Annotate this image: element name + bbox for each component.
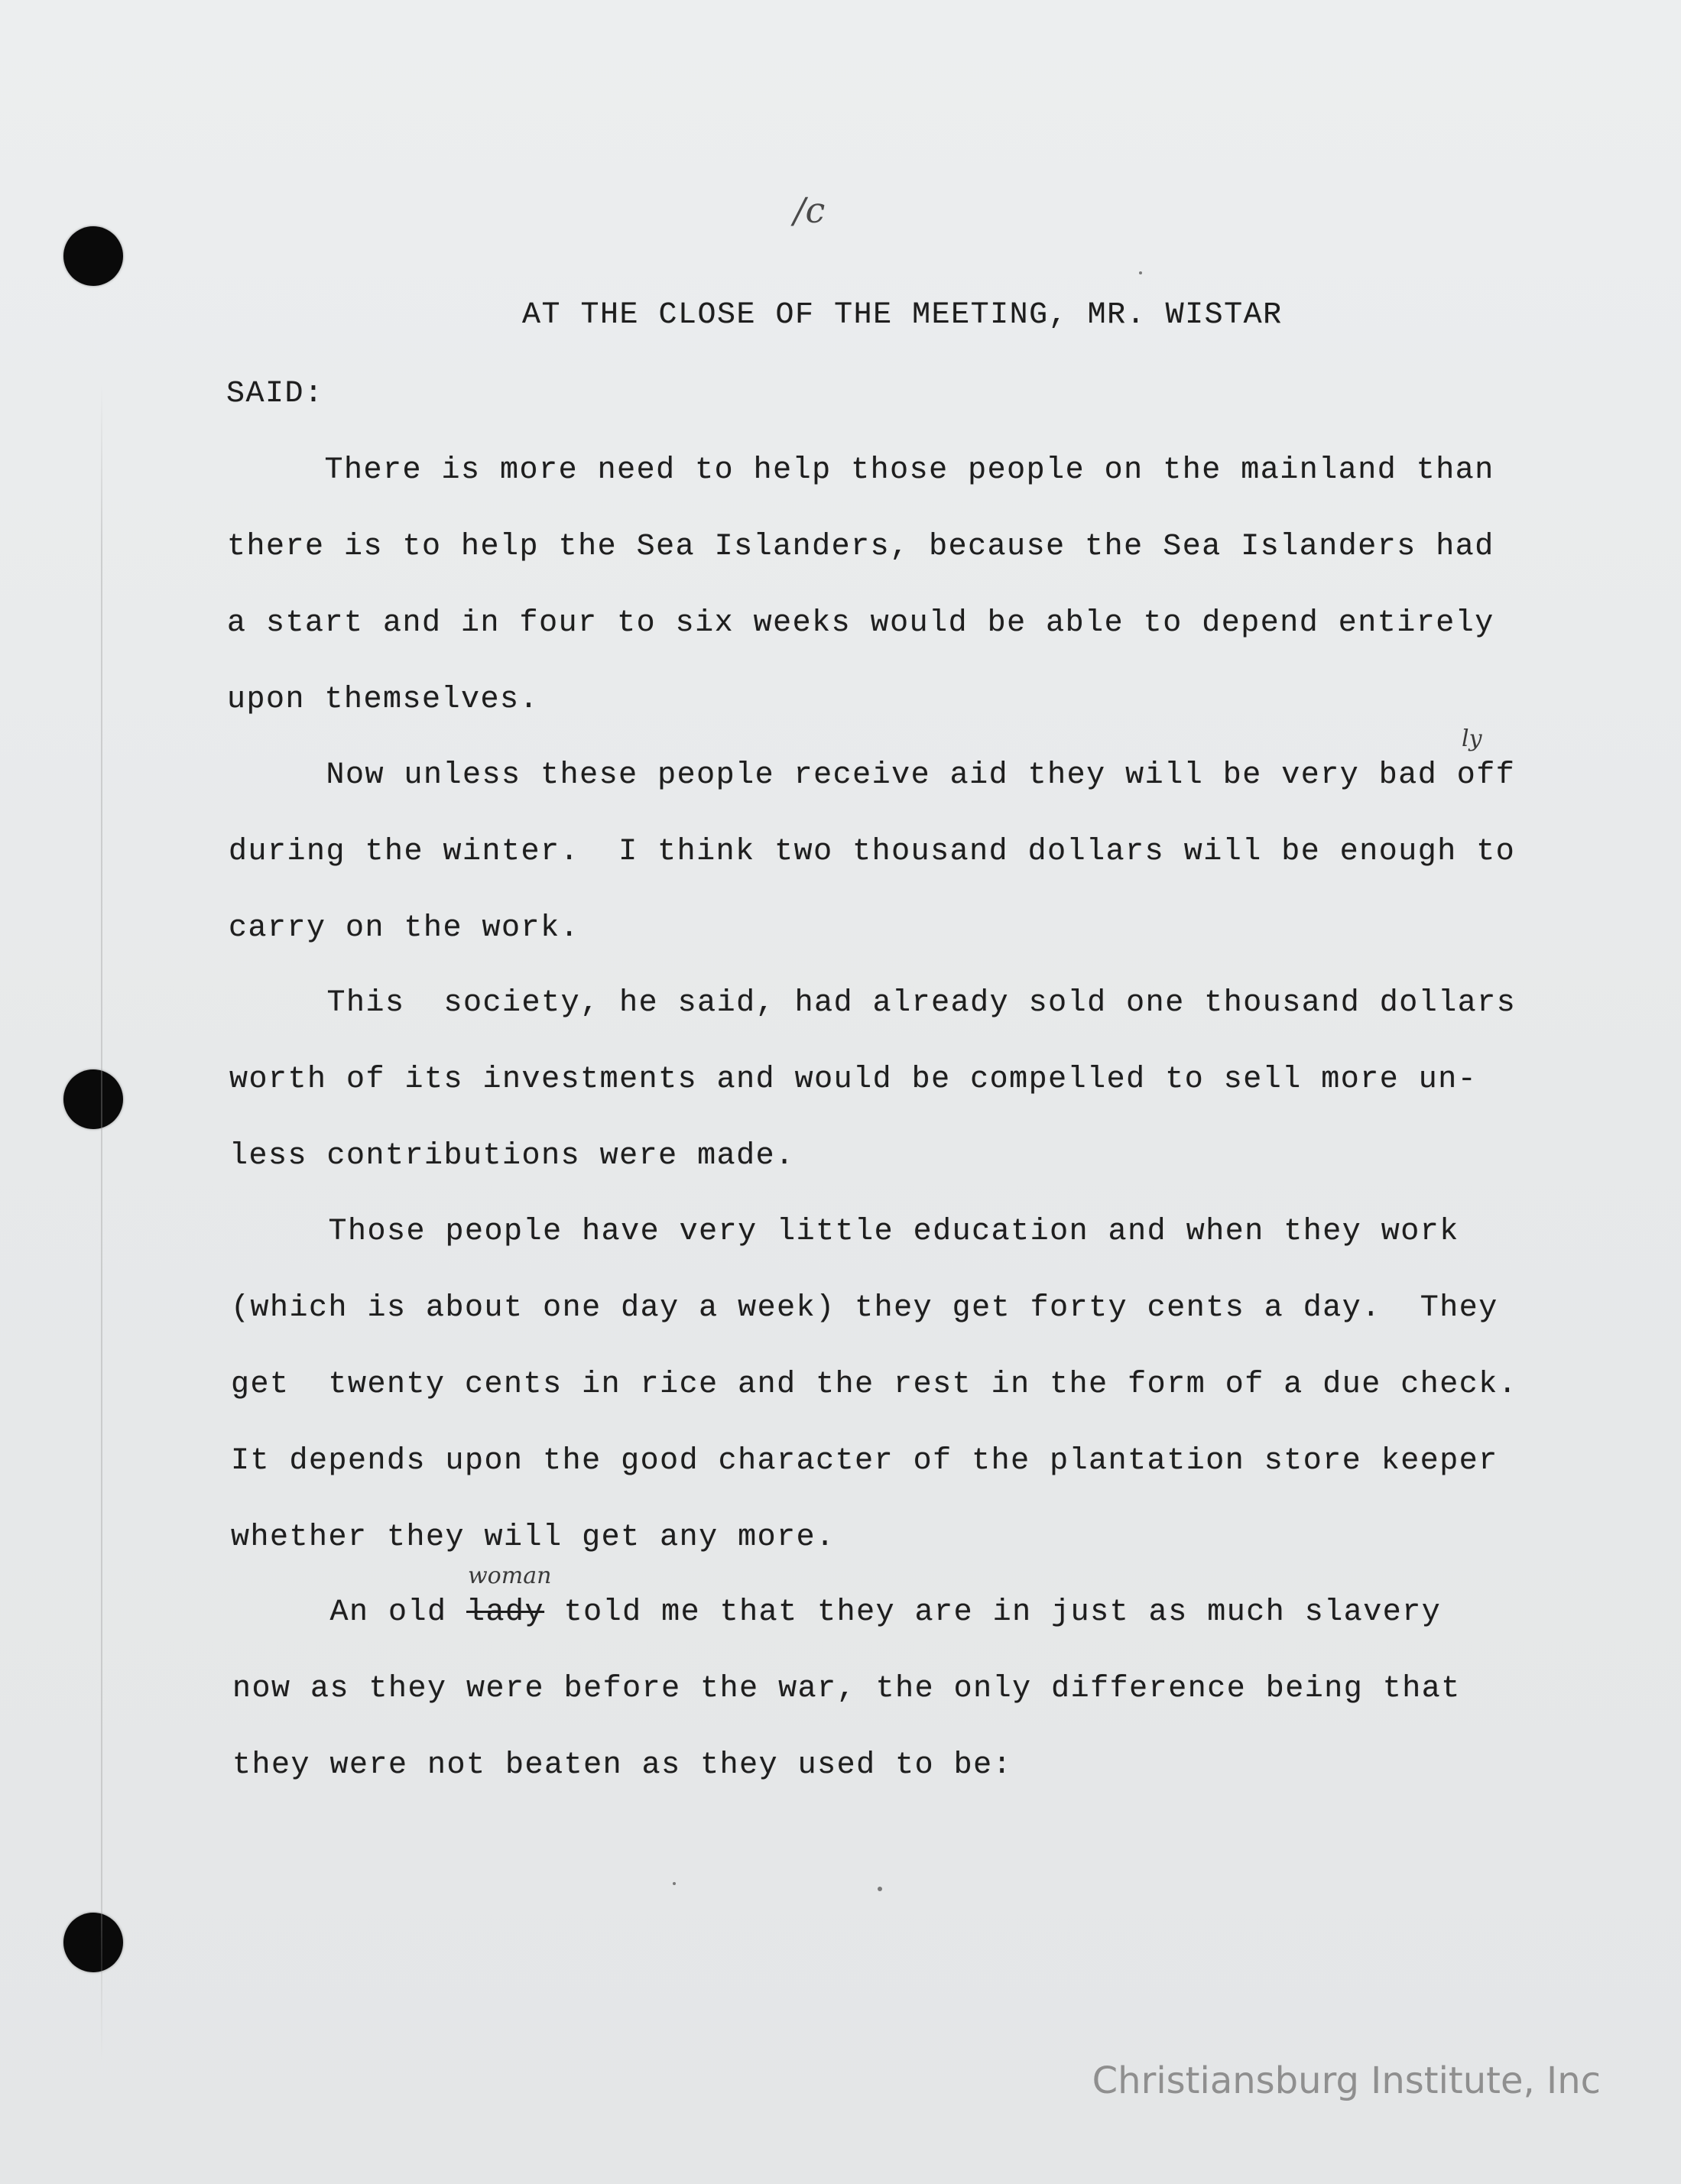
text-line [232,1595,1442,1630]
text-line: worth of its investments and would be compelled to sell more un- [229,1063,1478,1097]
paper-speck [673,1882,676,1885]
said-line: SAID: [226,377,324,411]
handwritten-insert-ly: ly [1462,725,1482,752]
text-line: get twenty cents in rice and the rest in the form of a due check. [231,1368,1518,1402]
text-line: a start and in four to six weeks would be able to depend entirely [227,606,1494,641]
punch-hole-top [63,226,123,286]
paper-speck [878,1887,882,1891]
text-segment: An old [232,1595,467,1630]
pencil-mark: /c [793,190,826,231]
text-line: they were not beaten as they used to be: [232,1748,1013,1783]
text-line: during the winter. I think two thousand dollars will be enough to [229,835,1516,869]
struck-word: lady [466,1595,545,1630]
text-segment: told me that they are in just as much slavery [544,1595,1442,1630]
text-line: Now unless these people receive aid they will be very bad off [229,758,1516,793]
text-line: upon themselves. [227,683,540,717]
margin-line [101,382,102,2064]
text-line: (which is about one day a week) they get forty cents a day. They [231,1291,1498,1326]
document-title: AT THE CLOSE OF THE MEETING, MR. WISTAR [522,298,1283,333]
punch-hole-middle [63,1069,123,1129]
watermark: Christiansburg Institute, Inc [1092,2059,1601,2102]
text-line: This society, he said, had already sold one thousand dollars [229,986,1517,1021]
text-line: It depends upon the good character of the plantation store keeper [231,1444,1498,1478]
punch-hole-bottom [63,1913,123,1972]
text-line: there is to help the Sea Islanders, because the Sea Islanders had [227,530,1494,564]
text-line: less contributions were made. [229,1139,795,1173]
paper-speck [1139,271,1142,274]
text-line: now as they were before the war, the only difference being that [232,1672,1461,1706]
text-line: Those people have very little education and when they work [231,1215,1459,1249]
text-line: There is more need to help those people on the mainland than [227,453,1494,488]
text-line: carry on the work. [229,911,580,946]
handwritten-correction: woman [468,1563,552,1589]
text-line: whether they will get any more. [231,1520,836,1555]
